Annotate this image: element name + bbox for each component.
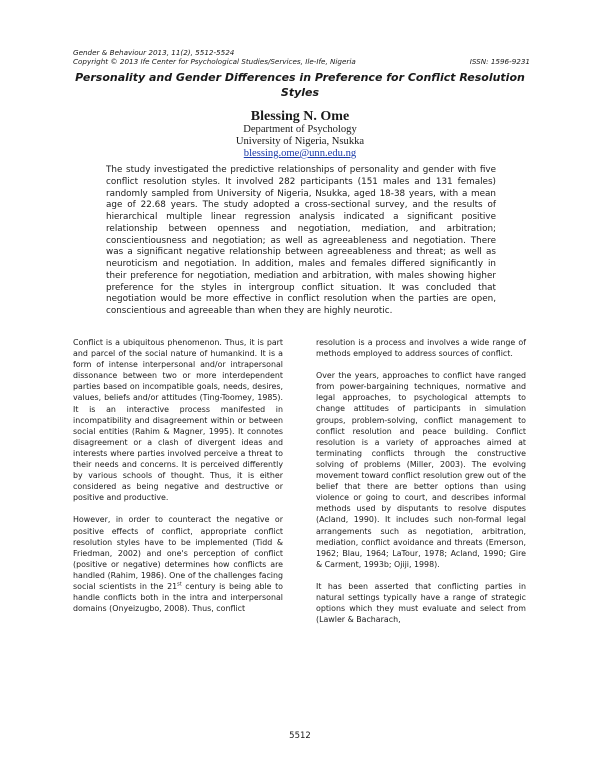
author-department: Department of Psychology <box>243 124 357 135</box>
author-university: University of Nigeria, Nsukka <box>235 136 365 147</box>
author-email-row <box>0 148 600 161</box>
body-left-column <box>73 337 283 625</box>
page-number: 5512 <box>289 731 311 741</box>
paragraph: Conflict is a ubiquitous phenomenon. Thus, it is part and parcel of the social nature of humankind. It is a form of intense interpersonal and/or intrapersonal dissonance between two or more interdependent parties based on incompatible goals, needs, desires, values, beliefs and/or attitudes (Ting-Toomey, 1985). It is an interactive process manifested in incompatibility and disagreement within or between social entities (Rahim & Magner, 1995). It connotes disagreement or a clash of divergent ideas and interests where parties involved perceive a threat to their needs and concerns. It is perceived differently by various schools of thought. Thus, it is either considered as being negative and destructive or positive and productive. <box>73 338 283 503</box>
paper-title: Personality and Gender Differences in Preference for Conflict Resolution Styles <box>75 71 525 99</box>
abstract: The study investigated the predictive relationships of personality and gender with five conflict resolution styles. It involved 282 participants (151 males and 131 females) randomly sampled from University of Nigeria, Nsukka, aged 18-38 years, with a mean age of 22.68 years. The study adopted a cross-sectional survey, and the results of hierarchical multiple linear regression analysis indicated a significant positive relationship between openness and negotiation, mediation, and arbitration; conscientiousness and negotiation; as well as agreeableness and negotiation. There was a significant negative relationship between agreeableness and threat; as well as neuroticism and negotiation. In addition, males and females differed significantly in their preference for negotiation, mediation and arbitration, with males showing higher preference for the styles in intergroup conflict situation. It was concluded that negotiation would be more effective in conflict resolution when the parties are open, conscientious and agreeable than when they are highly neurotic. <box>106 165 496 316</box>
author-email-link[interactable]: blessing.ome@unn.edu.ng <box>243 148 357 159</box>
paragraph: However, in order to counteract the negative or positive effects of conflict, appropriate conflict resolution styles have to be implemented (Tidd & Friedman, 2002) and one's perception of conflict (positive or negative) determines how conflicts are handled (Rahim, 1986). One of the challenges facing social scientists in the 21st century is being able to handle conflicts both in the intra and interpersonal domains (Onyeizugbo, 2008). Thus, conflict <box>73 515 284 614</box>
issn: ISSN: 1596-9231 <box>469 57 530 66</box>
copyright-line: Copyright © 2013 Ife Center for Psychological Studies/Services, Ile-Ife, Nigeria <box>73 57 356 66</box>
paragraph: Over the years, approaches to conflict have ranged from power-bargaining techniques, normative and legal approaches, to psychological attempts to change attitudes of participants in simulation groups, problem-solving, conflict management to conflict resolution and peace building. Conflict resolution is a variety of approaches aimed at terminating conflicts through the constructive solving of problems (Miller, 2003). The evolving movement toward conflict resolution grew out of the belief that there are better options than using violence or going to court, and describes informal methods used by disputants to resolve disputes (Acland, 1990). It includes such non-formal legal arrangements such as negotiation, arbitration, mediation, conflict avoidance and threats (Emerson, 1962; Blau, 1964; LaTour, 1978; Acland, 1990; Gire & Carment, 1993b; Ojiji, 1998). <box>316 371 526 569</box>
body-right-column <box>316 337 526 636</box>
journal-citation: Gender & Behaviour 2013, 11(2), 5512-5524 <box>73 48 235 57</box>
paragraph: resolution is a process and involves a wide range of methods employed to address sources of conflict. <box>316 338 526 359</box>
author-name: Blessing N. Ome <box>250 109 350 124</box>
paragraph: It has been asserted that conflicting parties in natural settings typically have a range of strategic options which they must evaluate and select from (Lawler & Bacharach, <box>316 581 526 625</box>
